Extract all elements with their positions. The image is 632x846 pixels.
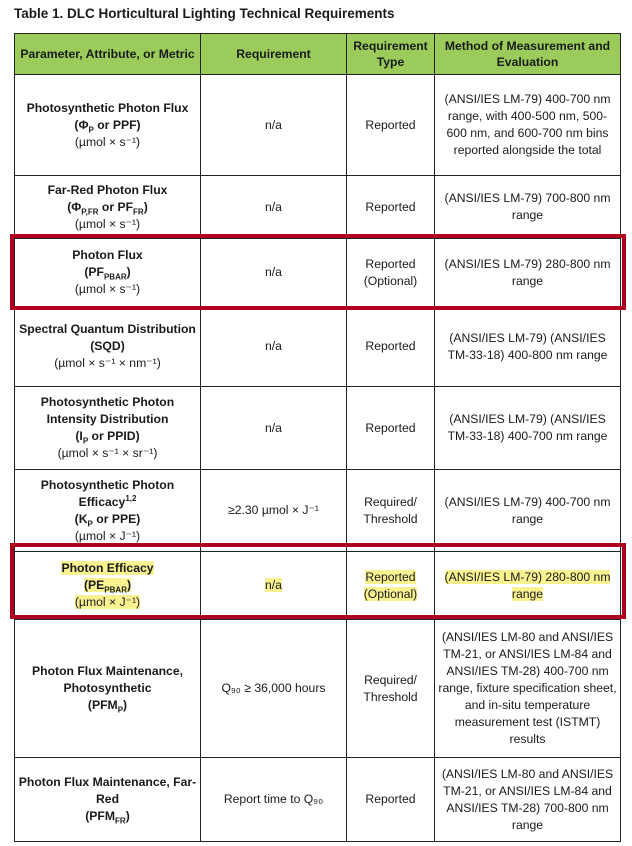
table-row <box>15 176 621 239</box>
parameter-symbol: ($\Phi_{P,FR}$ or $PF_{FR}$) <box>67 199 148 216</box>
parameter-name: Photosynthetic Photon Efficacy$^{1,2}$ <box>40 477 175 509</box>
parameter-symbol: $(PFM_P)$ <box>87 698 128 715</box>
table-row <box>15 239 621 307</box>
parameter-unit: (µmol × J⁻¹) <box>74 528 141 543</box>
parameter-name: Far-Red Photon Flux <box>47 182 168 197</box>
requirement-type-cell: Reported <box>347 176 435 239</box>
parameter-name: Photosynthetic Photon Flux <box>26 100 189 115</box>
method-cell: (ANSI/IES LM-80 and ANSI/IES TM-21, or ANSI/IES LM-84 and ANSI/IES TM-28) 400-700 nm range, fixture specification sheet, and in-situ temperature measurement test (ISTMT) results <box>435 620 621 758</box>
requirements-table <box>14 33 621 842</box>
parameter-symbol: ($K_P$ or PPE) <box>74 511 141 528</box>
requirement-cell: n/a <box>201 307 347 387</box>
requirement-type-cell: Reported (Optional) <box>347 552 435 620</box>
parameter-cell <box>15 387 201 470</box>
parameter-cell <box>15 239 201 307</box>
method-cell: (ANSI/IES LM-79) 400-700 nm range, with 400-500 nm, 500-600 nm, and 600-700 nm bins reported alongside the total <box>435 75 621 176</box>
parameter-symbol: ($I_P$ or PPID) <box>75 429 140 446</box>
table-header-row <box>15 34 621 75</box>
requirement-type-cell: Reported <box>347 75 435 176</box>
parameter-symbol: (SQD) <box>90 339 125 353</box>
requirement-cell: n/a <box>201 552 347 620</box>
requirement-type-cell: Required/ Threshold <box>347 470 435 552</box>
parameter-symbol: ($\Phi_P$ or PPF) <box>74 117 141 134</box>
table-row <box>15 75 621 176</box>
parameter-cell <box>15 307 201 387</box>
parameter-cell <box>15 470 201 552</box>
requirement-cell: ≥2.30 µmol × J⁻¹ <box>201 470 347 552</box>
parameter-unit: (µmol × s⁻¹) <box>74 216 141 231</box>
table-row <box>15 620 621 758</box>
parameter-name: Photon Flux <box>72 248 143 262</box>
parameter-cell <box>15 552 201 620</box>
parameter-symbol: $(PFM_{FR})$ <box>85 809 130 826</box>
header-requirement: Requirement <box>201 34 347 75</box>
method-cell: (ANSI/IES LM-80 and ANSI/IES TM-21, or ANSI/IES LM-84 and ANSI/IES TM-28) 700-800 nm range <box>435 758 621 842</box>
requirement-cell: Report time to Q₉₀ <box>201 758 347 842</box>
method-cell: (ANSI/IES LM-79) 280-800 nm range <box>435 552 621 620</box>
method-cell: (ANSI/IES LM-79) (ANSI/IES TM-33-18) 400-700 nm range <box>435 387 621 470</box>
parameter-name: Photosynthetic Photon Intensity Distribution <box>40 395 175 426</box>
table-row <box>15 552 621 620</box>
requirement-cell: n/a <box>201 239 347 307</box>
parameter-name: Photon Flux Maintenance, Photosynthetic <box>32 664 183 695</box>
parameter-cell <box>15 620 201 758</box>
table-row <box>15 758 621 842</box>
parameter-cell <box>15 176 201 239</box>
parameter-symbol: $(PE_{PBAR})$ <box>83 578 132 595</box>
parameter-unit: (µmol × s⁻¹ × nm⁻¹) <box>54 356 161 370</box>
parameter-unit: (µmol × J⁻¹) <box>74 595 141 609</box>
parameter-unit: (µmol × s⁻¹) <box>74 282 141 296</box>
requirement-type-cell: Reported <box>347 758 435 842</box>
table-row <box>15 470 621 552</box>
requirement-cell: n/a <box>201 176 347 239</box>
method-cell: (ANSI/IES LM-79) 280-800 nm range <box>435 239 621 307</box>
parameter-name: Spectral Quantum Distribution <box>19 322 196 336</box>
requirement-type-cell: Reported (Optional) <box>347 239 435 307</box>
parameter-unit: (µmol × s⁻¹ × sr⁻¹) <box>57 446 158 460</box>
requirement-cell: n/a <box>201 75 347 176</box>
requirement-type-cell: Required/ Threshold <box>347 620 435 758</box>
parameter-name: Photon Efficacy <box>61 561 154 575</box>
table-row <box>15 387 621 470</box>
parameter-unit: (µmol × s⁻¹) <box>74 134 141 149</box>
requirement-cell: n/a <box>201 387 347 470</box>
requirement-type-cell: Reported <box>347 307 435 387</box>
header-method: Method of Measurement and Evaluation <box>435 34 621 75</box>
method-cell: (ANSI/IES LM-79) (ANSI/IES TM-33-18) 400-800 nm range <box>435 307 621 387</box>
table-caption: Table 1. DLC Horticultural Lighting Technical Requirements <box>14 6 395 21</box>
requirement-cell: Q₉₀ ≥ 36,000 hours <box>201 620 347 758</box>
method-cell: (ANSI/IES LM-79) 400-700 nm range <box>435 470 621 552</box>
header-requirement-type: Requirement Type <box>347 34 435 75</box>
parameter-cell <box>15 75 201 176</box>
method-cell: (ANSI/IES LM-79) 700-800 nm range <box>435 176 621 239</box>
requirement-type-cell: Reported <box>347 387 435 470</box>
parameter-symbol: $(PF_{PBAR})$ <box>84 265 131 282</box>
table-row <box>15 307 621 387</box>
parameter-name: Photon Flux Maintenance, Far-Red <box>18 775 197 806</box>
parameter-cell <box>15 758 201 842</box>
header-parameter: Parameter, Attribute, or Metric <box>15 34 201 75</box>
